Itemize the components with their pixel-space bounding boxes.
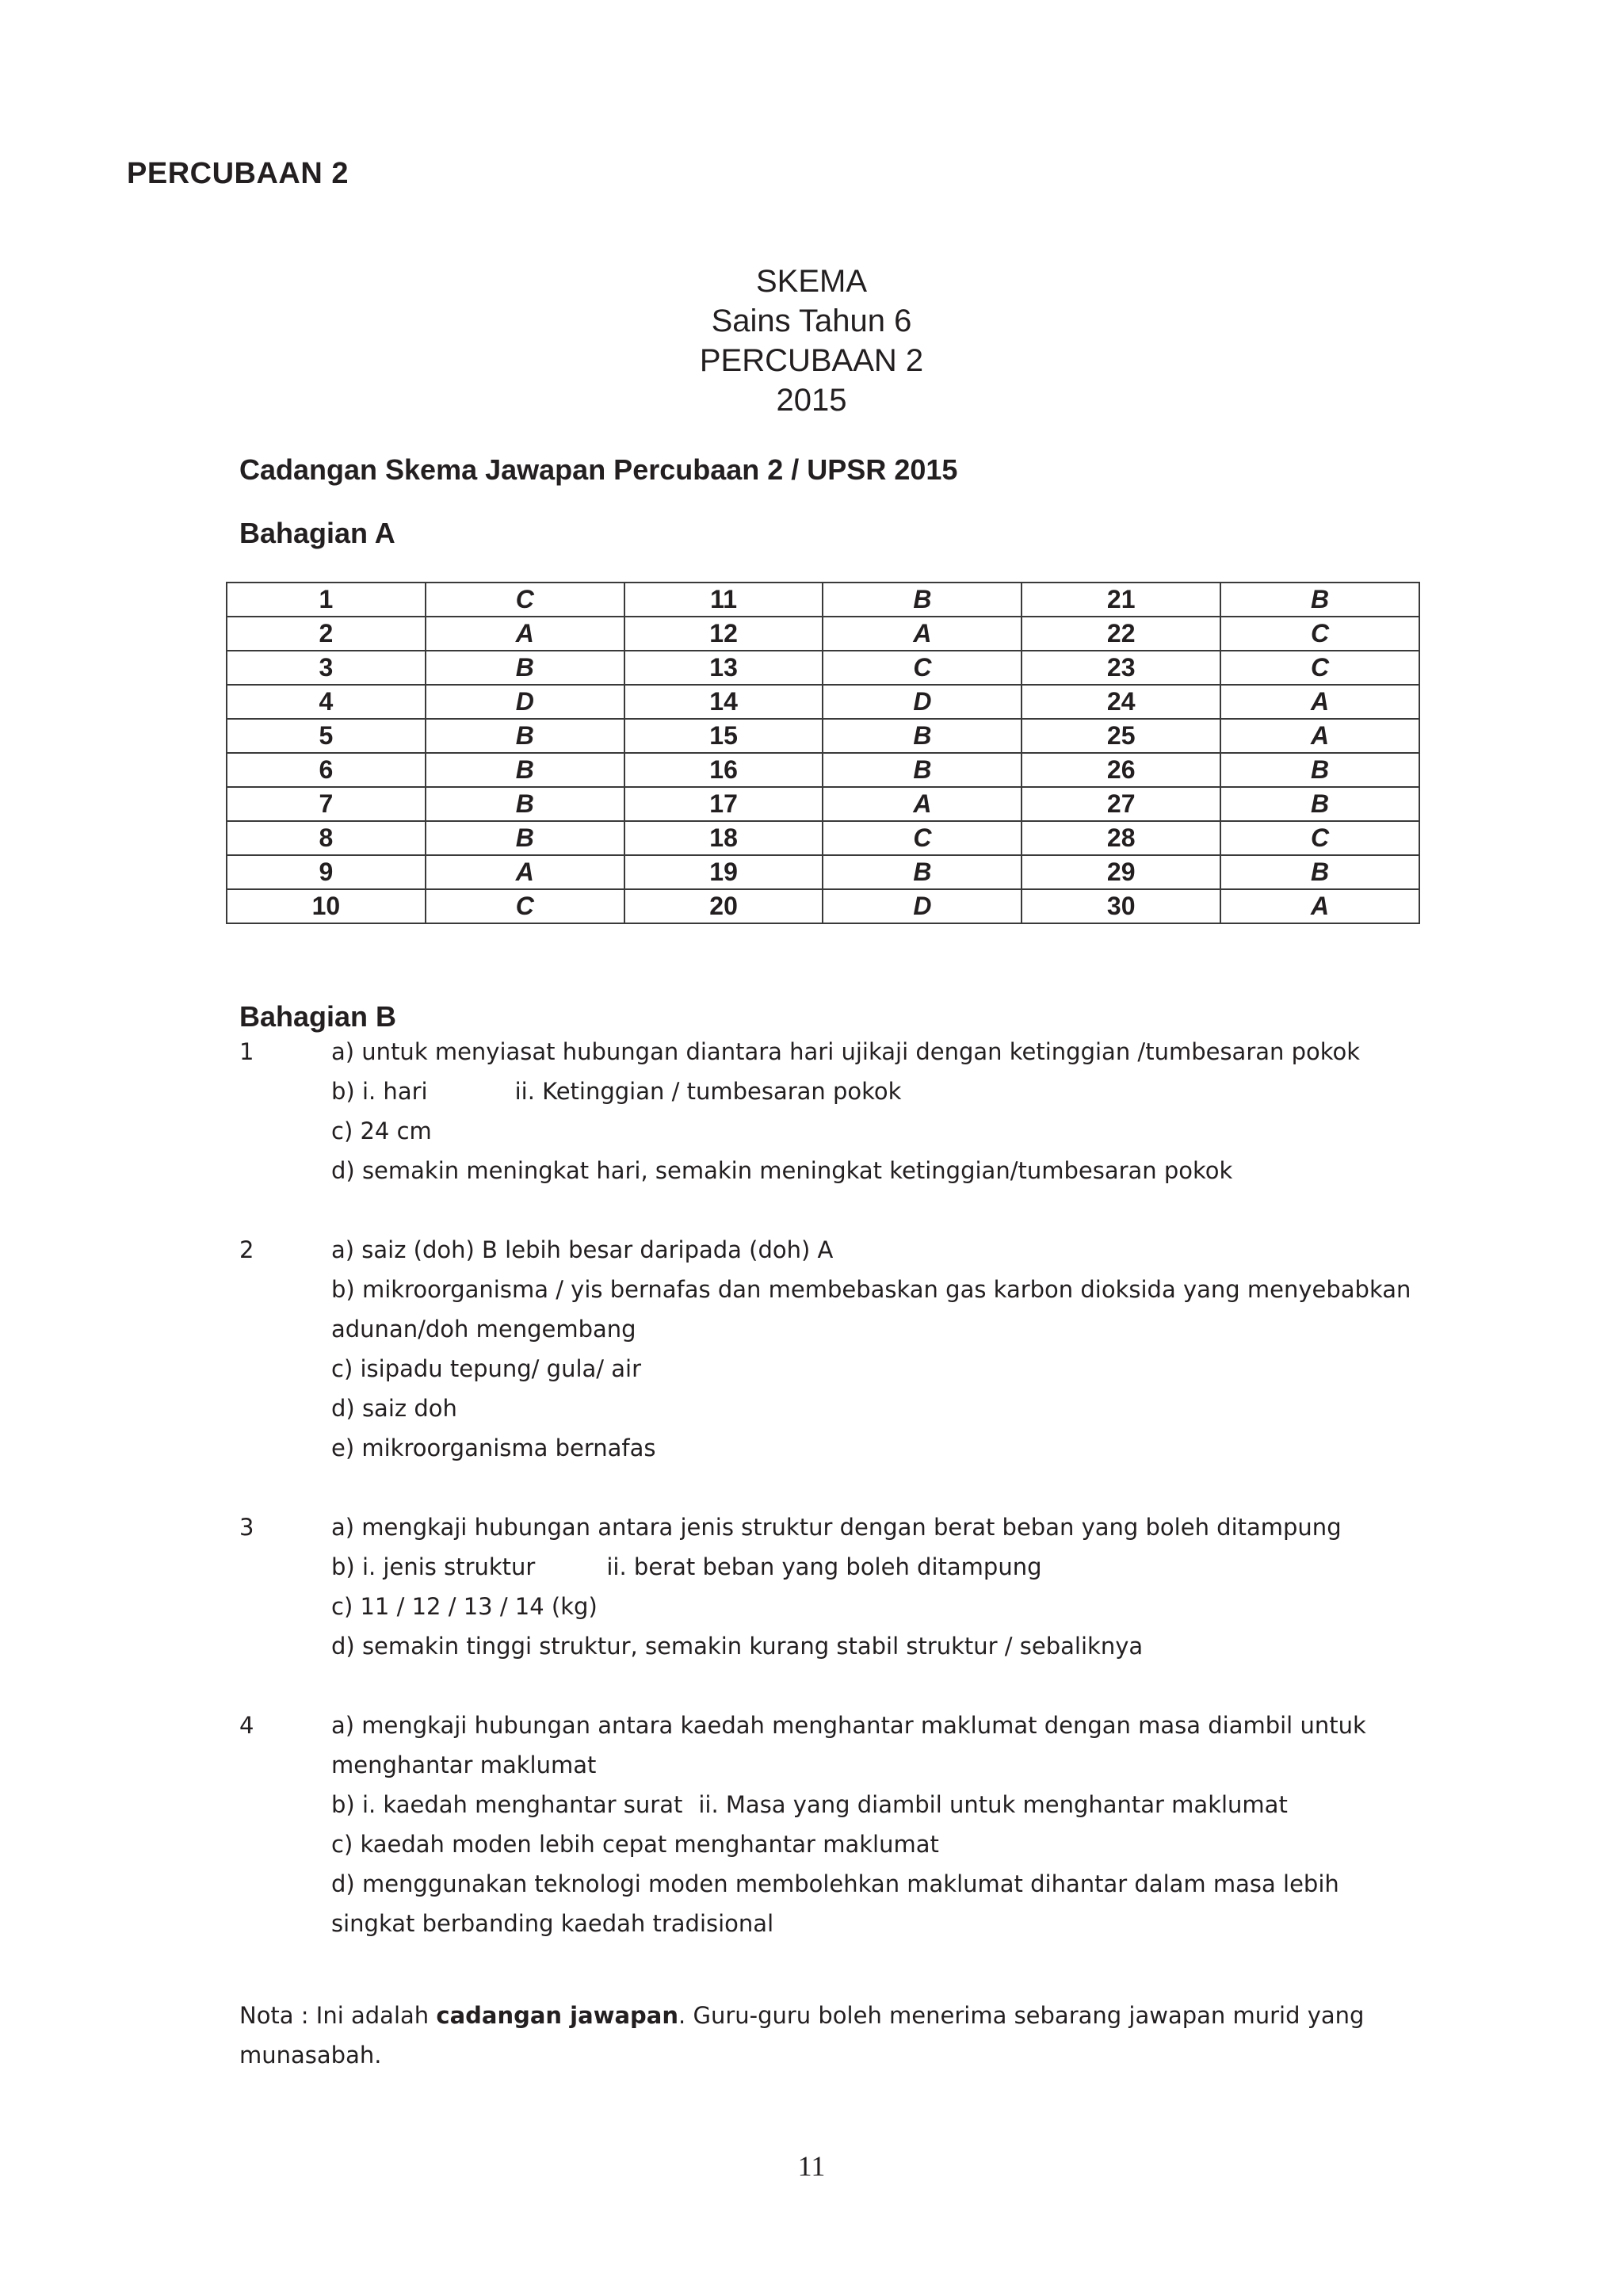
question-number-cell: 28 — [1022, 821, 1220, 855]
answer-line: e) mikroorganisma bernafas — [331, 1435, 656, 1461]
answer-cell: B — [426, 651, 624, 685]
table-row — [227, 787, 1419, 821]
note-suffix: . Guru-guru boleh menerima sebarang jawapan murid yang munasabah. — [239, 2002, 1365, 2069]
title-line-2: Sains Tahun 6 — [711, 304, 912, 338]
answer-cell: B — [1220, 787, 1419, 821]
answer-cell: A — [823, 617, 1022, 651]
question-number-cell: 12 — [624, 617, 823, 651]
note-prefix: Nota : Ini adalah — [239, 2002, 437, 2029]
answer-line: d) menggunakan teknologi moden membolehkan maklumat dihantar dalam masa lebih — [331, 1870, 1339, 1897]
title-block — [0, 262, 1623, 420]
answer-line: a) saiz (doh) B lebih besar daripada (doh) A — [331, 1236, 834, 1263]
answer-part: ii. berat beban yang boleh ditampung — [606, 1553, 1042, 1580]
answer-cell: B — [426, 787, 624, 821]
section-b-title: Bahagian B — [239, 1000, 397, 1033]
answer-cell: A — [1220, 889, 1419, 923]
table-row — [227, 685, 1419, 719]
question-number-cell: 30 — [1022, 889, 1220, 923]
answer-line: b) mikroorganisma / yis bernafas dan membebaskan gas karbon dioksida yang menyebabkan — [331, 1276, 1411, 1303]
question-number-cell: 26 — [1022, 753, 1220, 787]
answer-cell: B — [823, 753, 1022, 787]
answer-line: c) 24 cm — [331, 1117, 432, 1144]
answer-line: d) semakin meningkat hari, semakin meningkat ketinggian/tumbesaran pokok — [331, 1157, 1233, 1184]
answer-part: ii. Ketinggian / tumbesaran pokok — [514, 1078, 902, 1105]
question-number: 3 — [239, 1514, 254, 1541]
answer-line — [331, 1553, 1042, 1580]
answer-cell: B — [426, 753, 624, 787]
answer-cell: B — [823, 583, 1022, 617]
question-number-cell: 4 — [227, 685, 426, 719]
answer-cell: D — [426, 685, 624, 719]
answer-cell: A — [823, 787, 1022, 821]
question-number-cell: 2 — [227, 617, 426, 651]
answer-cell: B — [823, 855, 1022, 889]
question-number-cell: 10 — [227, 889, 426, 923]
answer-part: b) i. jenis struktur — [331, 1553, 536, 1580]
note-paragraph — [239, 1996, 1412, 2075]
question-number: 4 — [239, 1712, 254, 1739]
answer-cell: A — [426, 855, 624, 889]
answer-line: a) mengkaji hubungan antara jenis struktur dengan berat beban yang boleh ditampung — [331, 1514, 1342, 1541]
question-number-cell: 9 — [227, 855, 426, 889]
answer-cell: B — [1220, 583, 1419, 617]
section-a-title: Bahagian A — [239, 517, 395, 549]
answer-cell: B — [1220, 753, 1419, 787]
answer-cell: D — [823, 889, 1022, 923]
answer-cell: C — [1220, 617, 1419, 651]
table-row — [227, 719, 1419, 753]
answer-cell: A — [426, 617, 624, 651]
table-row — [227, 821, 1419, 855]
question-number-cell: 17 — [624, 787, 823, 821]
answer-cell: C — [823, 651, 1022, 685]
question-number: 1 — [239, 1038, 254, 1065]
note-emphasis: cadangan jawapan — [436, 2002, 679, 2029]
answer-cell: B — [426, 719, 624, 753]
table-row — [227, 753, 1419, 787]
answer-line: adunan/doh mengembang — [331, 1316, 636, 1343]
question-number-cell: 7 — [227, 787, 426, 821]
question-number-cell: 27 — [1022, 787, 1220, 821]
table-row — [227, 855, 1419, 889]
answer-cell: D — [823, 685, 1022, 719]
answer-line — [331, 1078, 901, 1105]
answer-line: c) isipadu tepung/ gula/ air — [331, 1355, 642, 1382]
answer-cell: A — [1220, 685, 1419, 719]
question-number-cell: 23 — [1022, 651, 1220, 685]
answer-table-body — [227, 583, 1419, 923]
answer-part: b) i. kaedah menghantar surat — [331, 1791, 683, 1818]
answer-line: menghantar maklumat — [331, 1752, 597, 1778]
question-number-cell: 14 — [624, 685, 823, 719]
answer-cell: C — [426, 583, 624, 617]
answer-part: ii. Masa yang diambil untuk menghantar maklumat — [698, 1791, 1288, 1818]
answer-cell: B — [426, 821, 624, 855]
title-line-4: 2015 — [776, 383, 847, 418]
answer-cell: C — [1220, 651, 1419, 685]
scheme-subtitle: Cadangan Skema Jawapan Percubaan 2 / UPSR 2015 — [239, 453, 958, 486]
question-number-cell: 22 — [1022, 617, 1220, 651]
answer-line: d) saiz doh — [331, 1395, 457, 1422]
answer-cell: C — [426, 889, 624, 923]
answer-line — [331, 1791, 1288, 1818]
question-number-cell: 19 — [624, 855, 823, 889]
answer-line: a) untuk menyiasat hubungan diantara hari ujikaji dengan ketinggian /tumbesaran pokok — [331, 1038, 1361, 1065]
question-number-cell: 18 — [624, 821, 823, 855]
answer-cell: B — [823, 719, 1022, 753]
question-number-cell: 11 — [624, 583, 823, 617]
answer-cell: B — [1220, 855, 1419, 889]
question-number-cell: 6 — [227, 753, 426, 787]
answer-line: a) mengkaji hubungan antara kaedah menghantar maklumat dengan masa diambil untuk — [331, 1712, 1366, 1739]
question-number-cell: 29 — [1022, 855, 1220, 889]
question-number-cell: 3 — [227, 651, 426, 685]
page-heading: PERCUBAAN 2 — [127, 157, 349, 190]
answer-table — [226, 582, 1420, 924]
question-number-cell: 20 — [624, 889, 823, 923]
question-number-cell: 21 — [1022, 583, 1220, 617]
table-row — [227, 651, 1419, 685]
answer-line: singkat berbanding kaedah tradisional — [331, 1910, 774, 1937]
answer-cell: C — [1220, 821, 1419, 855]
answer-line: d) semakin tinggi struktur, semakin kurang stabil struktur / sebaliknya — [331, 1633, 1144, 1660]
answer-part: b) i. hari — [331, 1078, 428, 1105]
answer-cell: C — [823, 821, 1022, 855]
answer-line: c) 11 / 12 / 13 / 14 (kg) — [331, 1593, 598, 1620]
answer-cell: A — [1220, 719, 1419, 753]
question-number-cell: 25 — [1022, 719, 1220, 753]
title-line-1: SKEMA — [755, 264, 868, 299]
question-number: 2 — [239, 1236, 254, 1263]
table-row — [227, 889, 1419, 923]
question-number-cell: 15 — [624, 719, 823, 753]
table-row — [227, 617, 1419, 651]
question-number-cell: 5 — [227, 719, 426, 753]
question-number-cell: 1 — [227, 583, 426, 617]
table-row — [227, 583, 1419, 617]
question-number-cell: 8 — [227, 821, 426, 855]
page-number: 11 — [797, 2150, 826, 2182]
question-number-cell: 13 — [624, 651, 823, 685]
question-number-cell: 24 — [1022, 685, 1220, 719]
answer-line: c) kaedah moden lebih cepat menghantar maklumat — [331, 1831, 939, 1858]
title-line-3: PERCUBAAN 2 — [699, 343, 924, 378]
question-number-cell: 16 — [624, 753, 823, 787]
